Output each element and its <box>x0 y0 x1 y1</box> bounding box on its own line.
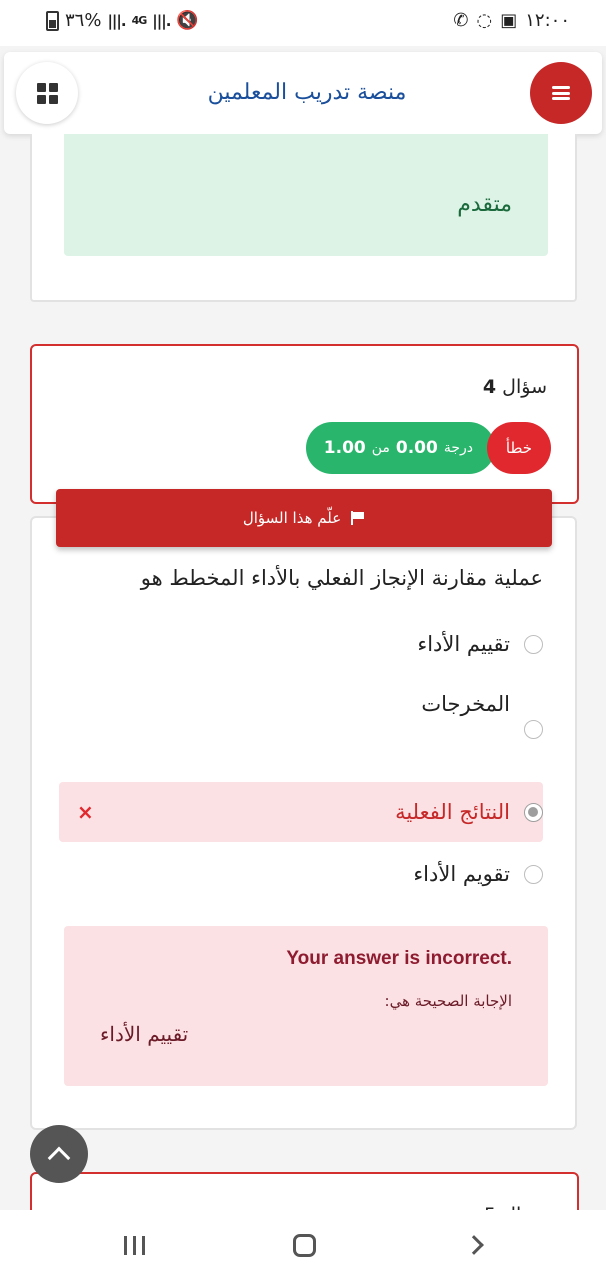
previous-answer-status: متقدم <box>457 192 512 217</box>
question-info <box>30 344 579 504</box>
image-icon: ▣ <box>500 10 518 31</box>
option-label: النتائج الفعلية <box>395 800 510 824</box>
option-label: تقويم الأداء <box>413 862 510 886</box>
question-content-card <box>30 516 577 1130</box>
status-right <box>453 10 570 31</box>
question-number-label <box>483 376 547 398</box>
answer-feedback <box>64 926 548 1086</box>
question-text: عملية مقارنة الإنجاز الفعلي بالأداء المخطط هو <box>140 566 543 590</box>
status-bar <box>0 0 606 46</box>
flag-label: علّم هذا السؤال <box>242 509 342 527</box>
signal-icon: |||. <box>107 11 126 30</box>
grade-max: 1.00 <box>323 438 366 458</box>
status-left <box>46 10 199 31</box>
radio-button[interactable] <box>524 635 543 654</box>
radio-button-checked[interactable] <box>524 803 543 822</box>
scroll-to-top-button[interactable] <box>30 1125 88 1183</box>
signal-icon: |||. <box>152 11 171 30</box>
correct-answer: تقييم الأداء <box>100 1022 189 1046</box>
radio-button[interactable] <box>524 865 543 884</box>
option-label: المخرجات <box>421 692 510 716</box>
incorrect-badge: خطأ <box>487 422 551 474</box>
grade-badge <box>306 422 495 474</box>
answer-option[interactable] <box>59 614 543 674</box>
previous-feedback-box <box>64 134 548 256</box>
grade-value: 0.00 <box>395 438 438 458</box>
question-badges <box>306 422 551 474</box>
radio-button[interactable] <box>524 720 543 739</box>
system-nav-bar <box>0 1210 606 1280</box>
feedback-message: Your answer is incorrect. <box>286 948 512 969</box>
answer-option[interactable] <box>59 678 543 738</box>
whatsapp-icon: ◌ <box>476 10 493 31</box>
app-header <box>4 52 602 134</box>
clock: ١٢:٠٠ <box>525 10 570 31</box>
grade-of: من <box>371 440 390 456</box>
chevron-up-icon <box>48 1147 71 1170</box>
recent-apps-button[interactable] <box>124 1236 145 1255</box>
home-button[interactable] <box>293 1234 316 1257</box>
incorrect-x-icon: × <box>77 800 94 824</box>
site-title[interactable]: منصة تدريب المعلمين <box>207 80 407 105</box>
answer-option-selected[interactable] <box>59 782 543 842</box>
mute-icon: 🔇 <box>176 10 199 31</box>
battery-level: ٣٦% <box>65 10 102 31</box>
flag-question-button[interactable] <box>56 489 552 547</box>
hamburger-icon <box>552 86 570 100</box>
missed-call-icon: ✆ <box>453 10 469 31</box>
back-button[interactable] <box>464 1235 484 1255</box>
network-type: 4G <box>131 14 147 27</box>
grade-prefix: درجة <box>443 440 473 456</box>
flag-icon <box>351 511 365 525</box>
answer-option[interactable] <box>59 844 543 904</box>
question-number: 4 <box>482 376 497 398</box>
correct-answer-label: الإجابة الصحيحة هي: <box>384 992 512 1010</box>
previous-question-card <box>30 134 577 302</box>
option-label: تقييم الأداء <box>417 632 510 656</box>
question-label: سؤال <box>502 376 547 398</box>
battery-icon <box>46 11 59 31</box>
menu-button[interactable] <box>530 62 592 124</box>
